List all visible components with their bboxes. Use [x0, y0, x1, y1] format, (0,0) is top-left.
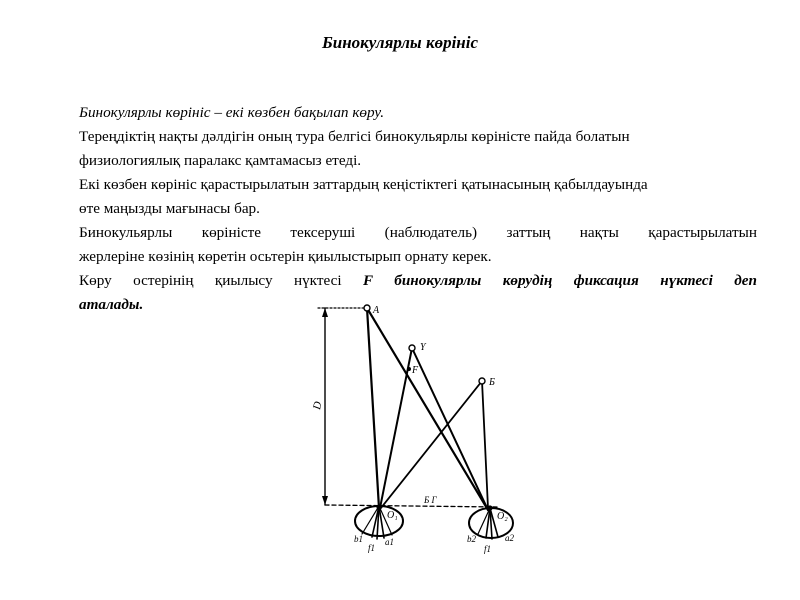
label-o2: O₂ [497, 511, 508, 522]
paragraph-line: Екі көзбен көрініс қарастырылатын заттардың кеңістіктегі қатынасының қабылдауында [79, 176, 648, 193]
paragraph-line [79, 269, 757, 293]
visual-line [482, 381, 488, 508]
label-b: Б [489, 377, 495, 388]
binocular-vision-diagram [300, 298, 540, 558]
eye-node-icon [487, 505, 492, 510]
point-f-icon [407, 367, 411, 371]
paragraph-text: Көру остерінің қиылысу нүктесі [79, 272, 363, 289]
label-d: D [311, 400, 325, 411]
paragraph-line: өте маңызды мағынасы бар. [79, 200, 260, 217]
label-a: A [373, 305, 380, 316]
fixation-point-term: F бинокулярлы көрудің фиксация нүктесі деп [363, 272, 757, 289]
label-a1: a1 [385, 537, 394, 547]
baseline-dashed [325, 505, 498, 507]
definition-line: Бинокулярлы көрініс – екі көзбен бақылап көру. [79, 104, 384, 121]
eye-node-icon [376, 504, 381, 509]
visual-line [367, 308, 379, 508]
visual-line [381, 381, 482, 508]
arrow-down-icon [322, 496, 328, 505]
body-text [79, 101, 757, 317]
visual-line [380, 348, 412, 508]
label-a2: a2 [505, 533, 514, 543]
label-y: Y [420, 342, 426, 353]
label-f: F [412, 365, 419, 376]
label-f2: f1 [484, 544, 492, 554]
point-a-icon [364, 305, 370, 311]
paragraph-line: физиологиялық паралакс қамтамасыз етеді. [79, 152, 362, 169]
arrow-up-icon [322, 308, 328, 317]
point-y-icon [409, 345, 415, 351]
visual-line [412, 348, 488, 510]
paragraph-line: Тереңдіктің нақты дәлдігін оның тура белгісі бинокульярлы көріністе пайда болатын [79, 128, 630, 145]
label-f1: f1 [368, 543, 376, 553]
label-o1: O₁ [387, 510, 398, 521]
label-b1: b1 [354, 534, 363, 544]
label-bg: Б Г [424, 495, 437, 505]
paragraph-line: Бинокульярлы көріністе тексеруші (наблюдатель) заттың нақты қарастырылатын [79, 224, 757, 241]
paragraph-line: жерлеріне көзінің көретін осьтерін қиылыстырып орнату керек. [79, 248, 492, 265]
paragraph-line: аталады. [79, 296, 144, 313]
point-b-icon [479, 378, 485, 384]
label-b2: b2 [467, 534, 476, 544]
page-title: Бинокулярлы көрініс [321, 33, 479, 52]
